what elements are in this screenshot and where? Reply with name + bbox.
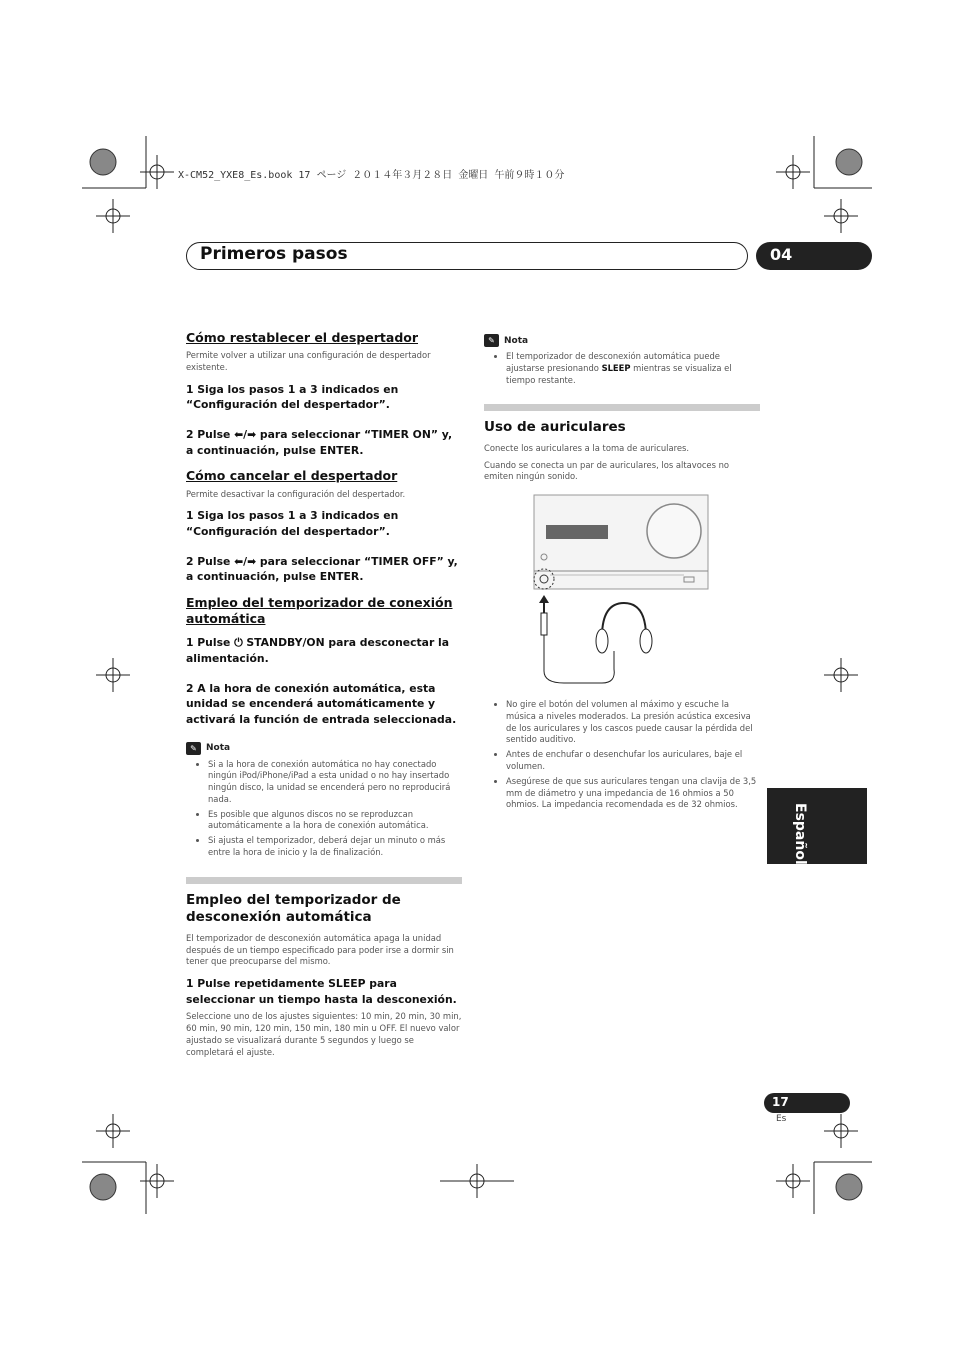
language-tab-label: Español bbox=[792, 803, 808, 865]
note-list bbox=[186, 759, 462, 859]
step: 2 Pulse ⬅/➡ para seleccionar “TIMER OFF” y, a continuación, pulse ENTER. bbox=[186, 554, 458, 584]
list-item: • Si a la hora de conexión automática no hay conectado ningún iPod/iPhone/iPad a esta unidad o no hay insertado ningún disco, la unidad se encenderá pero no reproducirá nada. bbox=[208, 759, 462, 806]
print-header: X-CM52_YXE8_Es.book 17 ページ ２０１４年３月２８日 金曜日 午前９時１０分 bbox=[178, 170, 565, 181]
chapter-number: 04 bbox=[756, 242, 872, 270]
section-title: Empleo del temporizador de desconexión automática bbox=[186, 891, 401, 926]
list-item: • Es posible que algunos discos no se reproduzcan automáticamente a la hora de conexión automática. bbox=[208, 809, 462, 833]
step: 1 Pulse ⏻ STANDBY/ON para desconectar la alimentación. bbox=[186, 636, 450, 666]
language-tab bbox=[767, 788, 867, 864]
list-item: • Si ajusta el temporizador, deberá dejar un minuto o más entre la hora de inicio y la de finalización. bbox=[208, 835, 462, 859]
section-title: Empleo del temporizador de conexión automática bbox=[186, 594, 453, 627]
list-item: • No gire el botón del volumen al máximo y escuche la música a niveles moderados. La presión acústica excesiva de los auriculares y los cascos puede causar la pérdida del sentido auditivo. bbox=[506, 699, 760, 746]
step: 1 Siga los pasos 1 a 3 indicados en “Configuración del despertador”. bbox=[186, 509, 399, 538]
section-body: Cuando se conecta un par de auriculares, los altavoces no emiten ningún sonido. bbox=[484, 459, 730, 482]
section-body: Conecte los auriculares a la toma de auriculares. bbox=[484, 442, 690, 453]
section-divider bbox=[484, 404, 760, 411]
note-pencil-icon: ✎ bbox=[484, 334, 499, 347]
right-column bbox=[484, 334, 760, 825]
list-item: • Asegúrese de que sus auriculares tengan una clavija de 3,5 mm de diámetro y una impedancia de 16 ohmios a 50 ohmios. La impedancia recomendada es de 32 ohmios. bbox=[506, 776, 760, 811]
section-body: Permite volver a utilizar una configuración de despertador existente. bbox=[186, 350, 431, 373]
page-title: Primeros pasos bbox=[200, 244, 348, 264]
section-body: Permite desactivar la configuración del despertador. bbox=[186, 488, 406, 499]
left-column bbox=[186, 330, 462, 1066]
note-heading bbox=[484, 334, 760, 347]
step: 1 Siga los pasos 1 a 3 indicados en “Configuración del despertador”. bbox=[186, 382, 399, 412]
section-title: Uso de auriculares bbox=[484, 419, 626, 436]
list-item: • El temporizador de desconexión automática puede ajustarse presionando SLEEP mientras se visualiza el tiempo restante. bbox=[506, 351, 760, 386]
section-title: Cómo cancelar el despertador bbox=[186, 468, 398, 484]
list-item: • Antes de enchufar o desenchufar los auriculares, baje el volumen. bbox=[506, 749, 760, 773]
headphones-diagram bbox=[484, 491, 760, 691]
note-pencil-icon: ✎ bbox=[186, 742, 201, 755]
section-body: El temporizador de desconexión automática apaga la unidad después de un tiempo especificado para poder irse a dormir sin tener que preocuparse del mismo. bbox=[186, 932, 454, 967]
note-list bbox=[484, 351, 760, 386]
section-title: Cómo restablecer el despertador bbox=[186, 330, 419, 345]
note-label: Nota bbox=[206, 743, 231, 754]
section-divider bbox=[186, 877, 462, 884]
step: 2 A la hora de conexión automática, esta unidad se encenderá automáticamente y activará la función de entrada seleccionada. bbox=[186, 681, 457, 726]
step: 1 Pulse repetidamente SLEEP para seleccionar un tiempo hasta la desconexión. bbox=[186, 977, 457, 1006]
caution-list bbox=[484, 699, 760, 811]
step: 2 Pulse ⬅/➡ para seleccionar “TIMER ON” y, a continuación, pulse ENTER. bbox=[186, 428, 453, 457]
page-language-code: Es bbox=[776, 1114, 787, 1124]
note-heading bbox=[186, 742, 462, 755]
note-label: Nota bbox=[504, 335, 529, 346]
section-body: Seleccione uno de los ajustes siguientes: 10 min, 20 min, 30 min, 60 min, 90 min, 120 min, 150 min, 180 min u OFF. El nuevo valor ajustado se visualizará durante 5 segundos y luego se completará el ajuste. bbox=[186, 1011, 462, 1057]
page-number: 17 bbox=[764, 1093, 850, 1113]
